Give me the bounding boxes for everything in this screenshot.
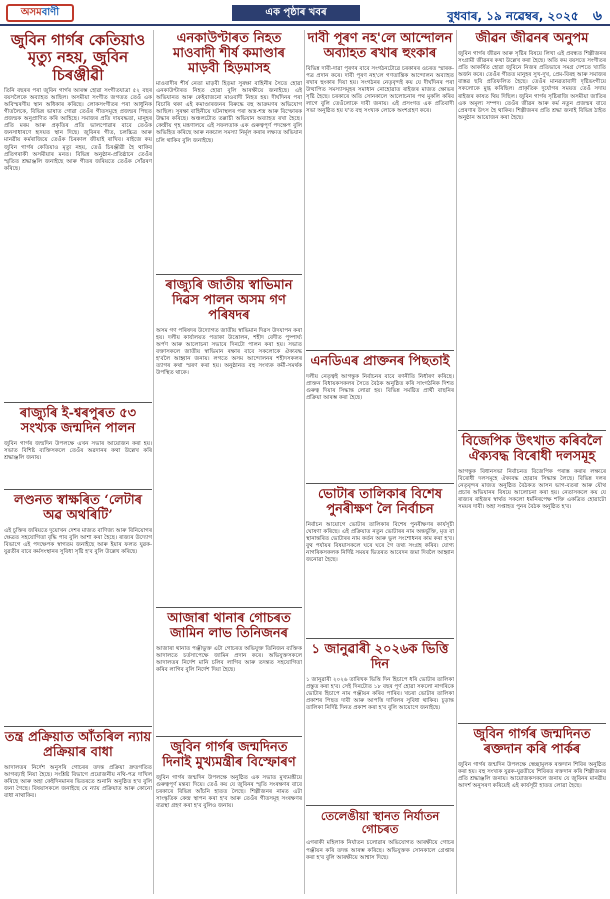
article-body: বিভিন্ন দাবী-দাৱা পূৰণৰ বাবে সংগঠনটোৱে চৰকাৰৰ ওচৰত স্মাৰক-পত্ৰ প্ৰদান কৰে। দাবী পূৰণ নহ'লে গণতান্ত্ৰিক আন্দোলন অব্যাহত ৰখাৰ হুংকাৰ দিয়া হয়। সংগঠনৰ নেতৃবৃন্দই কয় যে দীৰ্ঘদিনৰ পৰা উত্থাপিত সমস্যাসমূহৰ সমাধান নোহোৱাত ৰাইজৰ মাজত ক্ষোভৰ সৃষ্টি হৈছে। চৰকাৰে অতি সোনকালে আলোচনাৰ পথ মুকলি কৰিব লাগে বুলি তেওঁলোকে দাবী জনায়। এই প্ৰসংগত এক প্ৰতিবাদী সভা অনুষ্ঠিত হয় য'ত বহু সংখ্যক লোকে অংশগ্ৰহণ কৰে। (306, 65, 454, 115)
headline: জুবিন গাৰ্গৰ জন্মদিনত দিনাই মুখ্যমন্ত্ৰীৰ বিস্ফোৰণ (162, 740, 296, 770)
page-section-tag: এক পৃষ্ঠাৰ খবৰ (232, 5, 360, 21)
article-body: ১ জানুৱাৰী ২০২৬ তাৰিখক ভিত্তি দিন হিচাপে ধৰি ভোটাৰ তালিকা প্ৰস্তুত কৰা হ'ব। সেই দিনটোত ১৮ বছৰ পূৰ্ণ হোৱা সকলো নাগৰিকে ভোটাৰ হিচাপে নাম পঞ্জীয়ন কৰিব পাৰিব। খচৰা ভোটাৰ তালিকা প্ৰকাশৰ পিছত দাবী আৰু আপত্তি দাখিলৰ সুবিধা থাকিব। চূড়ান্ত তালিকা নিৰ্দিষ্ট দিনত প্ৰকাশ কৰা হ'ব বুলি আয়োগে জনাইছে। (306, 676, 454, 712)
date-text: বুধবাৰ, ১৯ নৱেম্বৰ, ২০২৫ (447, 9, 579, 23)
headline: জীৱন জীৱনৰ অনুপম (475, 31, 589, 46)
article-blood-donation (458, 726, 606, 894)
logo-part-a: অসম (20, 7, 42, 18)
article-torture-case (306, 808, 454, 894)
headline: এনডিএৰ প্ৰাক্তনৰ পিছতাই (310, 354, 450, 369)
article-body: জুবিন গাৰ্গৰ জন্মদিন উপলক্ষে এখন সভাৰ আয়োজন কৰা হয়। সভাত বিশিষ্ট ব্যক্তিসকলে তেওঁৰ অৱদানৰ কথা উল্লেখ কৰি শ্ৰদ্ধাঞ্জলি জনায়। (4, 440, 152, 462)
article-maoist-encounter (156, 30, 302, 270)
column-4 (458, 30, 606, 894)
headline: আজাৰা থানাৰ গোচৰত জামিন লাভ তিনিজনৰ (167, 611, 291, 641)
article-life-unique (458, 30, 606, 426)
headline: লণ্ডনত স্বাক্ষৰিত ‘লেটাৰ অৱ অথৰিটি’ (14, 493, 142, 523)
headline: এনকাউণ্টাৰত নিহত মাওবাদী শীৰ্ষ কমাণ্ডাৰ মাড়বী হিড়মাসহ (173, 31, 285, 76)
article-body: নিৰ্বাচন আয়োগে ভোটাৰ তালিকাৰ বিশেষ পুনৰীক্ষণৰ কাৰ্যসূচী ঘোষণা কৰিছে। এই প্ৰক্ৰিয়াত নতুন ভোটাৰৰ নাম অন্তৰ্ভুক্তি, মৃত বা স্থানান্তৰিত ভোটাৰৰ নাম কৰ্তন আৰু ভুল সংশোধনৰ কাম কৰা হ'ব। বুথ পৰ্যায়ৰ বিষয়াসকলে ঘৰে ঘৰে গৈ তথ্য সংগ্ৰহ কৰিব। যোগ্য নাগৰিকসকলক নিৰ্দিষ্ট সময়ৰ ভিতৰত আবেদন জমা দিবলৈ আহ্বান জনোৱা হৈছে। (306, 521, 454, 564)
article-body: তিনি বছৰৰ পৰা জুবিন গাৰ্গৰ আৰম্ভ হোৱা সংগীতযাত্ৰা ৫২ বছৰ বয়সলৈকে অব্যাহত আছিল। অসমীয়া সংগীত জগতত তেওঁ এক অবিস্মৰণীয় স্থান অধিকাৰ কৰিছে। লোকসংগীতৰ পৰা আধুনিক গীতলৈকে, বিভিন্ন ভাষাত গোৱা তেওঁৰ গীতসমূহে প্ৰজন্মৰ পিছত প্ৰজন্মক অনুপ্ৰাণিত কৰি আহিছে। সমাজৰ প্ৰতি দায়বদ্ধতা, মানুহৰ প্ৰতি মৰম আৰু প্ৰকৃতিৰ প্ৰতি ভালপোৱাৰ বাবে তেওঁক জনসাধাৰণে হৃদয়ত স্থান দিছে। জুবিনৰ গীত, চলচ্চিত্ৰ আৰু মানৱীয় কৰ্মৰাজিয়ে তেওঁক চিৰকাল জীয়াই ৰাখিব। ৰাইজে কয় জুবিন গাৰ্গৰ কেতিয়াও মৃত্যু নহয়, তেওঁ চিৰঞ্জীৱী হৈ থাকিব প্ৰতিগৰাকী অসমীয়াৰ মনত। বিভিন্ন অনুষ্ঠান-প্ৰতিষ্ঠানে তেওঁৰ স্মৃতিত শ্ৰদ্ধাঞ্জলি জনাইছে আৰু গীতৰ জৰিয়তে তেওঁক সোঁৱৰণ কৰিছে। (4, 87, 152, 172)
article-nda-former (306, 350, 454, 484)
article-body: জুবিন গাৰ্গৰ জন্মদিন উপলক্ষে স্বেচ্ছামূলক ৰক্তদান শিবিৰ অনুষ্ঠিত কৰা হয়। বহু সংখ্যক যুৱক-যুৱতীয়ে শিবিৰত ৰক্তদান কৰি শিল্পীজনৰ প্ৰতি শ্ৰদ্ধাঞ্জলি জনায়। আয়োজকসকলে জনায় যে জুবিনৰ মানৱীয় আদৰ্শ অনুসৰণ কৰিয়েই এই কাৰ্যসূচী হাতত লোৱা হৈছে। (458, 761, 606, 790)
column-2 (156, 30, 302, 894)
article-body: আজাৰা থানাত পঞ্জীভুক্ত এটা গোচৰত অভিযুক্ত তিনিজন ব্যক্তিক আদালতে চৰ্তসাপেক্ষে জামিন প্ৰদান কৰে। অভিযুক্তসকলে আদালতৰ নিৰ্দেশ মানি চলিব লাগিব আৰু তদন্তত সহযোগিতা কৰিব লাগিব বুলি নিৰ্দেশ দিয়া হৈছে। (156, 645, 302, 674)
article-judicial-process (4, 726, 152, 894)
column-1 (4, 30, 152, 894)
logo-part-b: বাণী (41, 7, 60, 18)
article-azara-bail (156, 610, 302, 730)
article-body: আদালতৰ নিৰ্দেশ অনুসৰি গোচৰৰ তদন্ত প্ৰক্ৰিয়া দ্ৰুতগতিত আগবঢ়াই নিয়া হৈছে। সংশ্লিষ্ট বিভাগে প্ৰয়োজনীয় নথি-পত্ৰ দাখিল কৰিছে আৰু অহা কেইদিনমানৰ ভিতৰতে শুনানি অনুষ্ঠিত হ'ব বুলি জনা গৈছে। বিষয়াসকলে জনাইছে যে ন্যায় প্ৰক্ৰিয়াত আৰু কোনো বাধা নাথাকিব। (4, 764, 152, 800)
article-opposition-unite (458, 430, 606, 724)
headline: দাবী পূৰণ নহ'লে আন্দোলন অব্যাহত ৰখাৰ হুংকাৰ (307, 31, 453, 61)
article-cm-statement (156, 736, 302, 894)
article-london-letter (4, 492, 152, 722)
headline: ভোটাৰ তালিকাৰ বিশেষ পুনৰীক্ষণ লৈ নিৰ্বাচন (317, 487, 443, 517)
column-3 (306, 30, 454, 894)
article-body: জুবিন গাৰ্গৰ জন্মদিন উপলক্ষে অনুষ্ঠিত এক সভাত মুখ্যমন্ত্ৰীয়ে গুৰুত্বপূৰ্ণ মন্তব্য দিয়ে। তেওঁ কয় যে জুবিনৰ স্মৃতি সংৰক্ষণৰ বাবে চৰকাৰে বিভিন্ন আঁচনি হাতত লৈছে। শিল্পীজনৰ নামত এটা সাংস্কৃতিক কেন্দ্ৰ স্থাপন কৰা হ'ব আৰু তেওঁৰ গীতসমূহ সংৰক্ষণৰ ব্যৱস্থা গ্ৰহণ কৰা হ'ব বুলিও জনায়। (156, 774, 302, 810)
article-body: আগন্তুক বিধানসভা নিৰ্বাচনত বিজেপিক পৰাস্ত কৰাৰ লক্ষ্যৰে বিৰোধী দলসমূহে ঐক্যবদ্ধ হোৱাৰ সিদ্ধান্ত লৈছে। বিভিন্ন দলৰ নেতৃবৃন্দৰ মাজত অনুষ্ঠিত বৈঠকত আসন ভাগ-বতৰা আৰু যৌথ প্ৰচাৰ অভিযানৰ বিষয়ে আলোচনা কৰা হয়। নেতাসকলে কয় যে ৰাজ্যৰ ৰাইজৰ স্বাৰ্থত সকলো ধৰ্মনিৰপেক্ষ শক্তি একত্ৰিত হোৱাটো সময়ৰ দাবী। অহা সপ্তাহত পুনৰ বৈঠক অনুষ্ঠিত হ'ব। (458, 468, 606, 511)
newspaper-logo[interactable] (6, 4, 74, 22)
article-base-date-2026 (306, 638, 454, 806)
headline: ৰাজ্যুৰি জাতীয় স্বাভিমান দিৱস পালন অসম গণ পৰিষদৰ (165, 278, 293, 323)
article-body: এই চুক্তিৰ জৰিয়তে দুয়োখন দেশৰ মাজত বাণিজ্য আৰু বিনিয়োগৰ ক্ষেত্ৰত সহযোগিতা বৃদ্ধি পাব বুলি আশা কৰা হৈছে। ৰাজ্যৰ উদ্যোগ বিভাগে এই পদক্ষেপক স্বাগতম জনাইছে আৰু ইয়াৰ ফলত যুৱক-যুৱতীৰ বাবে কৰ্মসংস্থানৰ সুবিধা সৃষ্টি হ'ব বুলি উল্লেখ কৰিছে। (4, 527, 152, 556)
article-body: জুবিন গাৰ্গৰ জীৱন আৰু সৃষ্টিৰ বিষয়ে লিখা এই প্ৰবন্ধত শিল্পীজনৰ সংগ্ৰামী জীৱনৰ কথা উল্লেখ কৰা হৈছে। অতি কম বয়সতে সংগীতৰ প্ৰতি আকৰ্ষিত হোৱা জুবিনে নিজৰ প্ৰতিভাৰে সমগ্ৰ দেশতে খ্যাতি অৰ্জন কৰে। তেওঁৰ গীতত মানুহৰ সুখ-দুখ, প্ৰেম-বিৰহ আৰু সমাজৰ বাস্তৱ ছবি প্ৰতিফলিত হৈছে। তেওঁৰ মানৱতাবাদী দৃষ্টিভংগীয়ে সকলোকে মুগ্ধ কৰিছিল। প্ৰাকৃতিক দুৰ্যোগৰ সময়ত তেওঁ সদায় ৰাইজৰ কাষত থিয় দিছিল। জুবিন গাৰ্গৰ সৃষ্টিৰাজি অসমীয়া জাতিৰ এক অমূল্য সম্পদ। তেওঁৰ জীৱন আৰু কৰ্ম নতুন প্ৰজন্মৰ বাবে প্ৰেৰণাৰ উৎস হৈ থাকিব। শিল্পীজনৰ প্ৰতি শ্ৰদ্ধা জনাই বিভিন্ন ঠাইত অনুষ্ঠান আয়োজন কৰা হৈছে। (458, 50, 606, 121)
article-birthday-ishwarpur (4, 402, 152, 490)
article-body: অসম গণ পৰিষদৰ উদ্যোগত জাতীয় স্বাভিমান দিৱস উদযাপন কৰা হয়। দলীয় কাৰ্যালয়ত পতাকা উত্তোলন, শহীদ বেদীত পুষ্পাৰ্ঘ্য অৰ্পণ আৰু আলোচনা সভাৰে দিনটো পালন কৰা হয়। সভাত বক্তাসকলে জাতীয় স্বাভিমান ৰক্ষাৰ বাবে সকলোকে ঐক্যবদ্ধ হ'বলৈ আহ্বান জনায়। লগতে অসম আন্দোলনৰ শহীদসকলৰ ত্যাগৰ কথা স্মৰণ কৰা হয়। অনুষ্ঠানত বহু সংখ্যক কৰ্মী-সমৰ্থক উপস্থিত থাকে। (156, 327, 302, 377)
article-demand-protest (306, 30, 454, 346)
column-divider (153, 30, 154, 894)
article-body: এগৰাকী মহিলাক নিৰ্যাতন চলোৱাৰ অভিযোগত আৰক্ষীয়ে গোচৰ পঞ্জীয়ন কৰি তদন্ত আৰম্ভ কৰিছে। অভিযুক্তক সোনকালে গ্ৰেপ্তাৰ কৰা হ'ব বুলি আৰক্ষীয়ে আশ্বাস দিছে। (306, 840, 454, 861)
headline: জুবিন গাৰ্গৰ কেতিয়াও মৃত্যু নহয়, জুবিন চিৰঞ্জীৱী (10, 31, 146, 84)
headline: তন্ত্ৰ প্ৰক্ৰিয়াত আঁতৰিল ন্যায় প্ৰক্ৰিয়াৰ বাধা (4, 730, 152, 760)
article-body: মাওবাদীৰ শীৰ্ষ নেতা মাড়বী হিড়মা সুৰক্ষা বাহিনীৰ সৈতে হোৱা এনকাউণ্টাৰত নিহত হোৱা বুলি আৰক্ষীয়ে জনাইছে। এই অভিযানত আৰু কেইবাজনো মাওবাদী নিহত হয়। দীৰ্ঘদিনৰ পৰা বিচাৰি থকা এই কমাণ্ডাৰজনৰ বিৰুদ্ধে বহু আক্ৰমণৰ অভিযোগ আছিল। সুৰক্ষা বাহিনীয়ে ঘটনাস্থলৰ পৰা অস্ত্ৰ-শস্ত্ৰ আৰু বিস্ফোৰক উদ্ধাৰ কৰিছে। অঞ্চলটোত তল্লাচী অভিযান অব্যাহত ৰখা হৈছে। কেন্দ্ৰীয় গৃহ মন্ত্ৰণালয়ে এই সফলতাক এক গুৰুত্বপূৰ্ণ পদক্ষেপ বুলি অভিহিত কৰিছে আৰু নকচাল সমস্যা নিৰ্মূল কৰাৰ লক্ষ্যত অভিযান চলি থাকিব বুলি জনাইছে। (156, 80, 302, 144)
masthead-rule (0, 24, 610, 26)
article-voter-list-revision (306, 486, 454, 634)
headline: বিজেপিক উৎখাত কৰিবলৈ ঐক্যবদ্ধ বিৰোধী দলসমূহ (461, 434, 603, 464)
column-divider (456, 30, 457, 894)
article-agp-pride-day (156, 274, 302, 608)
headline: ১ জানুৱাৰী ২০২৬ক ভিত্তি দিন (311, 642, 449, 672)
headline: জুবিন গাৰ্গৰ জন্মদিনত ৰক্তদান কৰি পাৰ্কৰ (473, 727, 591, 757)
page-number: ৬ (592, 8, 602, 24)
article-zubeen-immortal (4, 30, 152, 398)
headline: ৰাজ্যুৰি ই-শ্বৰপুৰত ৫৩ সংখ্যক জন্মদিন পালন (19, 406, 137, 436)
headline: তেলেঙীয়া স্থানত নিৰ্যাতন গোচৰত (320, 809, 440, 837)
article-body: দলীয় নেতৃত্বই আগন্তুক নিৰ্বাচনৰ বাবে ৰণনীতি নিৰ্ধাৰণ কৰিছে। প্ৰাক্তন বিধায়কসকলৰ সৈতে বৈঠক অনুষ্ঠিত কৰি সাংগঠনিক দিশত গুৰুত্ব দিয়াৰ সিদ্ধান্ত লোৱা হয়। বিভিন্ন সমষ্টিত প্ৰাৰ্থী বাছনিৰ প্ৰক্ৰিয়া আৰম্ভ কৰা হৈছে। (306, 373, 454, 402)
column-divider (304, 30, 305, 894)
